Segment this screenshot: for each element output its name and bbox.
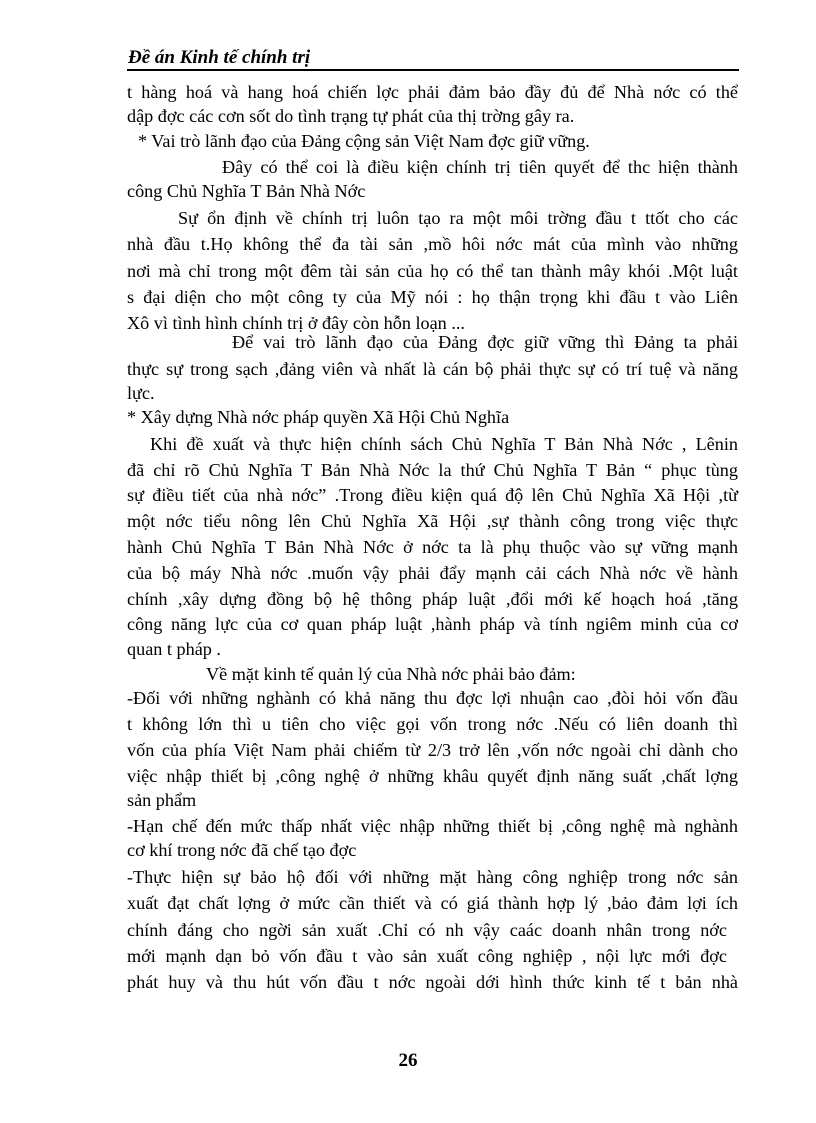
text-line: chính ,xây dựng đồng bộ hệ thông pháp luật ,đổi mới kế hoạch hoá ,tăng: [127, 589, 738, 609]
text-line: sản phẩm: [127, 790, 197, 810]
text-line: Khi đề xuất và thực hiện chính sách Chủ Nghĩa T Bản Nhà Nớc , Lênin: [150, 434, 738, 454]
text-line: * Vai trò lãnh đạo của Đảng cộng sản Việt Nam đợc giữ vững.: [138, 131, 590, 151]
text-line: vốn của phía Việt Nam phải chiếm từ 2/3 trở lên ,vốn nớc ngoài chỉ dành cho: [127, 740, 738, 760]
text-line: công Chủ Nghĩa T Bản Nhà Nớc: [127, 181, 366, 201]
text-line: của bộ máy Nhà nớc .muốn vậy phải đẩy mạnh cải cách Nhà nớc về hành: [127, 563, 738, 583]
text-line: lực.: [127, 383, 155, 403]
text-line: quan t pháp .: [127, 639, 221, 659]
text-line: xuất đạt chất lợng ở mức cần thiết và có giá thành hợp lý ,bảo đảm lợi ích: [127, 893, 738, 913]
text-line: công năng lực của cơ quan pháp luật ,hành pháp và tính ngiêm minh của cơ: [127, 614, 738, 634]
text-line: một nớc tiểu nông lên Chủ Nghĩa Xã Hội ,sự thành công trong việc thực: [127, 511, 738, 531]
text-line: Đây có thể coi là điều kiện chính trị tiên quyết để thc hiện thành: [222, 157, 738, 177]
text-line: thực sự trong sạch ,đảng viên và nhất là cán bộ phải thực sự có trí tuệ và năng: [127, 359, 738, 379]
text-line: t hàng hoá và hang hoá chiến lợc phải đảm bảo đầy đủ để Nhà nớc có thể: [127, 82, 738, 102]
text-line: việc nhập thiết bị ,công nghệ ở những khâu quyết định năng suất ,chất lợng: [127, 766, 738, 786]
text-line: Để vai trò lãnh đạo của Đảng đợc giữ vững thì Đảng ta phải: [232, 332, 738, 352]
text-line: hành Chủ Nghĩa T Bản Nhà Nớc ở nớc ta là phụ thuộc vào sự vững mạnh: [127, 537, 738, 557]
text-line: sự điều tiết của nhà nớc” .Trong điều kiện quá độ lên Chủ Nghĩa Xã Hội ,từ: [127, 485, 738, 505]
text-line: Xô vì tình hình chính trị ở đây còn hỗn loạn ...: [127, 313, 465, 333]
page-number: 26: [398, 1050, 418, 1071]
text-line: phát huy và thu hút vốn đầu t nớc ngoài dới hình thức kinh tế t bản nhà: [127, 972, 738, 992]
text-line: chính đáng cho ngời sản xuất .Chỉ có nh vậy caác doanh nhân trong nớc: [127, 920, 727, 940]
text-line: dập đợc các cơn sốt do tình trạng tự phát của thị trờng gây ra.: [127, 106, 575, 126]
text-line: nhà đầu t.Họ không thể đa tài sản ,mồ hôi nớc mát của mình vào những: [127, 234, 738, 254]
text-line: s đại diện cho một công ty của Mỹ nói : họ thận trọng khi đầu t vào Liên: [127, 287, 738, 307]
header-rule: [127, 69, 739, 71]
text-line: nơi mà chỉ trong một đêm tài sản của họ có thể tan thành mây khói .Một luật: [127, 261, 738, 281]
document-header-title: Đề án Kinh tế chính trị: [128, 47, 311, 68]
text-line: Về mặt kinh tế quản lý của Nhà nớc phải bảo đảm:: [206, 664, 576, 684]
text-line: Sự ổn định về chính trị luôn tạo ra một môi trờng đầu t ttốt cho các: [178, 208, 738, 228]
text-line: mới mạnh dạn bỏ vốn đầu t vào sản xuất công nghiệp , nội lực mới đợc: [127, 946, 727, 966]
text-line: t không lớn thì u tiên cho việc gọi vốn trong nớc .Nếu có liên doanh thì: [127, 714, 738, 734]
text-line: -Đối với những nghành có khả năng thu đợc lợi nhuận cao ,đòi hỏi vốn đầu: [127, 688, 738, 708]
text-line: * Xây dựng Nhà nớc pháp quyền Xã Hội Chủ Nghĩa: [127, 407, 510, 427]
text-line: -Thực hiện sự bảo hộ đối với những mặt hàng công nghiệp trong nớc sản: [127, 867, 738, 887]
text-line: cơ khí trong nớc đã chế tạo đợc: [127, 840, 357, 860]
text-line: đã chỉ rõ Chủ Nghĩa T Bản Nhà Nớc la thứ Chủ Nghĩa T Bản “ phục tùng: [127, 460, 738, 480]
text-line: -Hạn chế đến mức thấp nhất việc nhập những thiết bị ,công nghệ mà nghành: [127, 816, 738, 836]
